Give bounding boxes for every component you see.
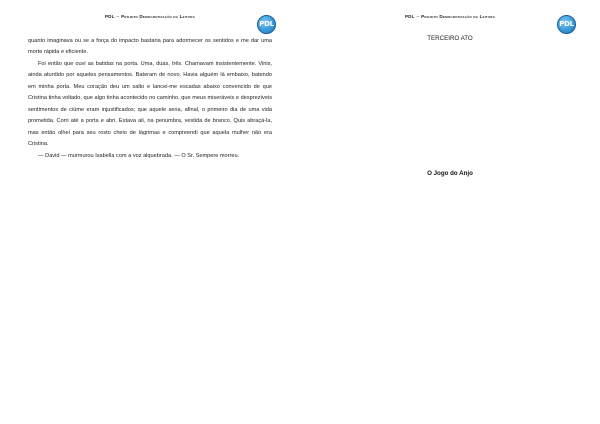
paragraph: quanto imaginava ou se a força do impacto bastaria para adormecer os sentidos e me dar uma morte rápida e eficiente. [28,38,272,56]
part-title: TERCEIRO ATO [427,35,473,42]
page-header [0,14,300,19]
page-header [300,14,600,19]
header-brand: PDL [405,14,415,19]
header-title: Projeto Democratização da Leitura [421,14,495,19]
pdl-logo-icon [257,15,276,34]
body-text [28,36,272,162]
header-title: Projeto Democratização da Leitura [121,14,195,19]
book-title: O Jogo do Anjo [427,170,473,177]
logo-text: PDL [259,20,274,28]
logo-text: PDL [559,20,574,28]
paragraph: — David — murmurou Isabella com a voz alquebrada. — O Sr. Sempere morreu. [38,152,240,159]
pdl-logo-icon [557,15,576,34]
header-separator: – [416,14,420,19]
paragraph: Foi então que ouvi as batidas na porta. Uma, duas, três. Chamavam insistentemente. Vinis, ainda aturdido por aqueles pensamentos. Bateram de novo. Havia alguém lá embaixo, batendo em minha porta. Meu coração deu um salto e lancei-me escadas abaixo convencido de que Cristina tinha voltado, que algo tinha acontecido no caminho, que meus miseráveis e desprezíveis sentimentos de ciúme eram injustificados; que aquele seria, afinal, o primeiro dia de uma vida prometida. Corri até a porta e abri. Estava ali, na penumbra, vestida de branco. Quis abraçá-la, mas então olhei para seu rosto cheio de lágrimas e compreendi que aquela mulher não era Cristina. [28,60,272,148]
right-page [300,0,600,424]
header-brand: PDL [105,14,115,19]
header-separator: – [116,14,120,19]
